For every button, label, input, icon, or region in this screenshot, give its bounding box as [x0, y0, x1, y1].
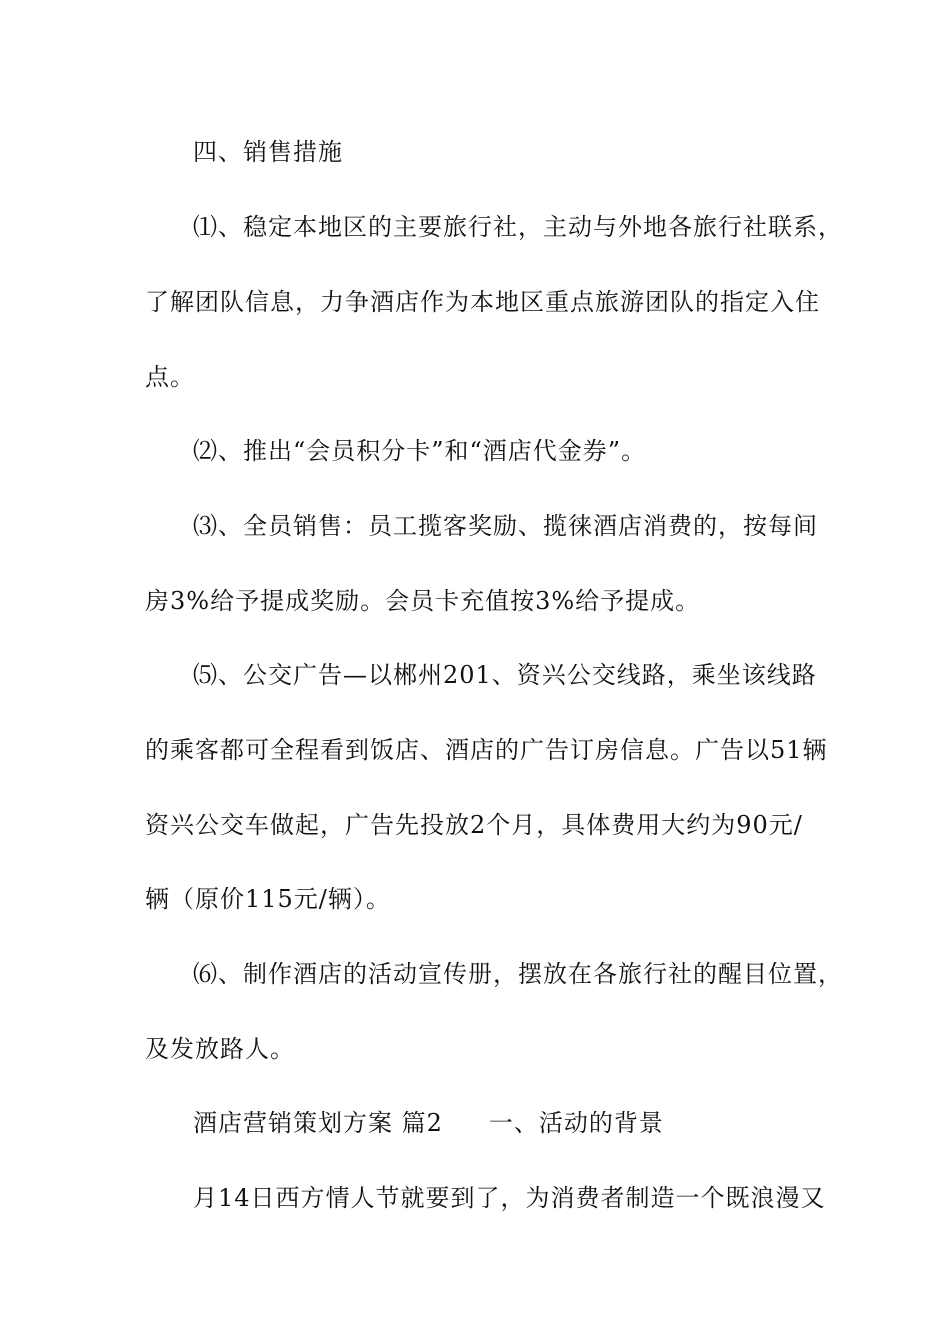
paragraph-line: 及发放路人。	[145, 1035, 295, 1063]
paragraph-line: 的乘客都可全程看到饭店、酒店的广告订房信息。广告以51辆	[145, 736, 828, 764]
paragraph-line: ⑸、公交广告—以郴州201、资兴公交线路，乘坐该线路	[193, 661, 817, 689]
section-heading-sales-measures: 四、销售措施	[193, 138, 343, 166]
paragraph-line: 房3%给予提成奖励。会员卡充值按3%给予提成。	[145, 587, 701, 615]
paragraph-line: 月14日西方情人节就要到了，为消费者制造一个既浪漫又	[193, 1184, 826, 1212]
paragraph-line: ⑵、推出“会员积分卡”和“酒店代金券”。	[193, 437, 647, 465]
heading-line	[193, 1108, 664, 1138]
section-title-background: 一、活动的背景	[488, 1109, 664, 1137]
paragraph-line: ⑹、制作酒店的活动宣传册，摆放在各旅行社的醒目位置，	[193, 960, 843, 988]
paragraph-line: 点。	[145, 363, 195, 391]
paragraph-line: 资兴公交车做起，广告先投放2个月，具体费用大约为90元/	[145, 811, 803, 839]
paragraph-line: ⑶、全员销售：员工揽客奖励、揽徕酒店消费的，按每间	[193, 512, 818, 540]
plan-title: 酒店营销策划方案 篇2	[193, 1109, 443, 1137]
paragraph-line: 辆（原价115元/辆）。	[145, 885, 391, 913]
paragraph-line: 了解团队信息，力争酒店作为本地区重点旅游团队的指定入住	[145, 288, 820, 316]
paragraph-line: ⑴、稳定本地区的主要旅行社，主动与外地各旅行社联系，	[193, 213, 843, 241]
